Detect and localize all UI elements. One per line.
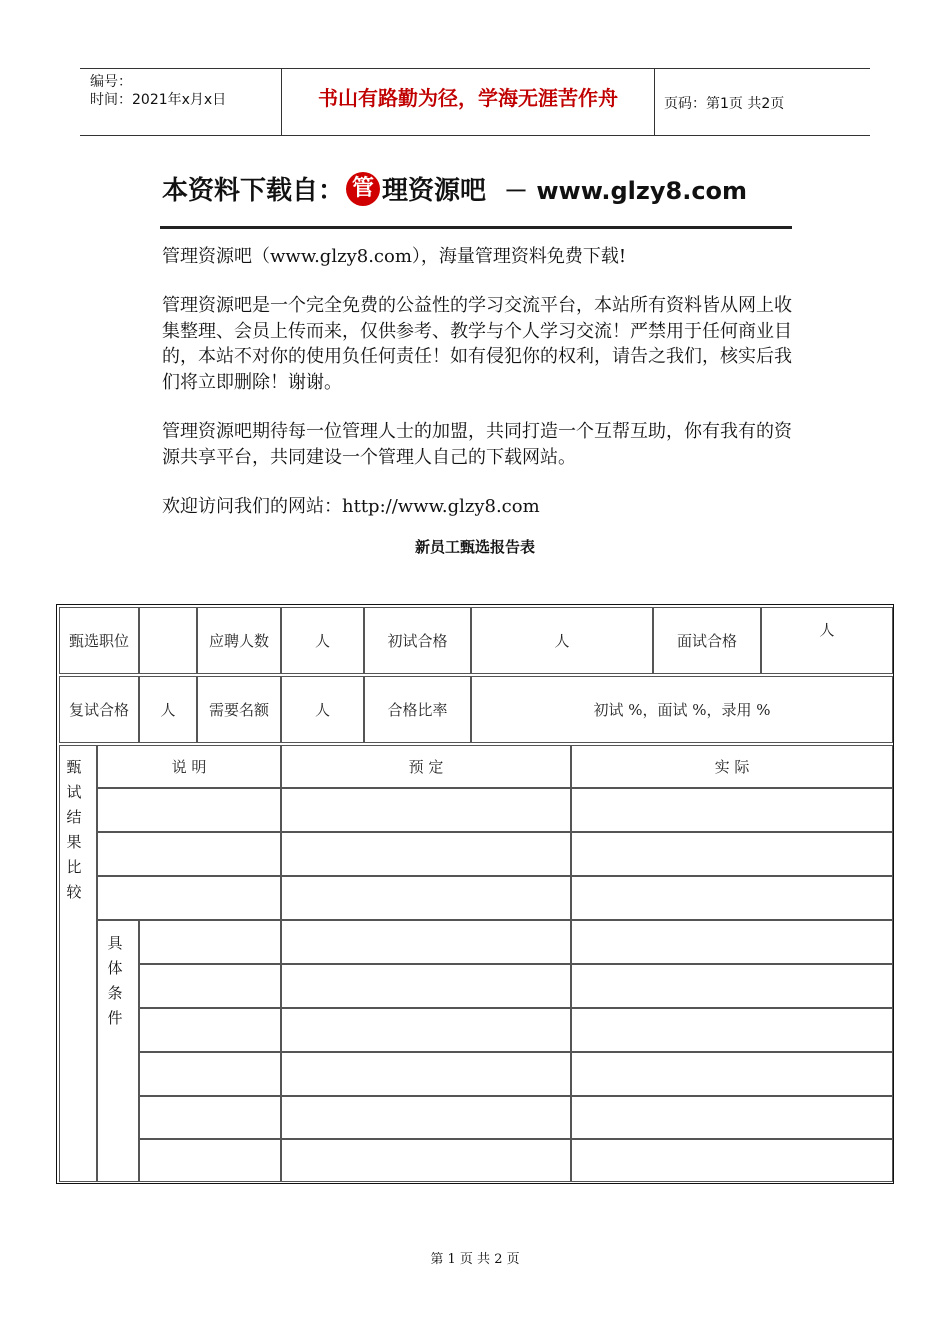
header-divider bbox=[654, 68, 655, 136]
interview-pass-label: 面试合格 bbox=[653, 607, 761, 674]
compare-description-cell[interactable] bbox=[97, 832, 281, 876]
header-motto: 书山有路勤为径，学海无涯苦作舟 bbox=[318, 86, 618, 110]
condition-description-cell[interactable] bbox=[139, 920, 281, 964]
condition-planned-cell[interactable] bbox=[281, 964, 571, 1008]
document-time: 时间：2021年x月x日 bbox=[90, 92, 227, 108]
compare-planned-cell[interactable] bbox=[281, 832, 571, 876]
condition-actual-cell[interactable] bbox=[571, 920, 893, 964]
quota-label: 需要名额 bbox=[197, 676, 281, 743]
compare-description-cell[interactable] bbox=[97, 788, 281, 832]
compare-description-cell[interactable] bbox=[97, 876, 281, 920]
col-header-actual: 实 际 bbox=[571, 745, 893, 788]
compare-planned-cell[interactable] bbox=[281, 788, 571, 832]
compare-actual-cell[interactable] bbox=[571, 876, 893, 920]
condition-actual-cell[interactable] bbox=[571, 964, 893, 1008]
condition-description-cell[interactable] bbox=[139, 1096, 281, 1139]
page-footer: 第 1 页 共 2 页 bbox=[430, 1252, 520, 1267]
compare-planned-cell[interactable] bbox=[281, 876, 571, 920]
specific-conditions-label: 具体条件 bbox=[107, 934, 123, 1027]
retest-value[interactable]: 人 bbox=[139, 676, 197, 743]
site-logo-icon: 管 bbox=[346, 172, 380, 206]
condition-actual-cell[interactable] bbox=[571, 1008, 893, 1052]
first-pass-label: 初试合格 bbox=[364, 607, 471, 674]
applicants-label: 应聘人数 bbox=[197, 607, 281, 674]
intro-paragraph-3: 管理资源吧期待每一位管理人士的加盟，共同打造一个互帮互助，你有我有的资源共享平台，共同建设一个管理人自己的下载网站。 bbox=[162, 421, 792, 468]
first-pass-value[interactable]: 人 bbox=[471, 607, 653, 674]
header-bottom-rule bbox=[80, 135, 870, 136]
condition-planned-cell[interactable] bbox=[281, 1008, 571, 1052]
condition-actual-cell[interactable] bbox=[571, 1096, 893, 1139]
condition-description-cell[interactable] bbox=[139, 1008, 281, 1052]
ratio-label: 合格比率 bbox=[364, 676, 471, 743]
col-header-planned: 预 定 bbox=[281, 745, 571, 788]
banner-prefix: 本资料下载自： bbox=[162, 176, 345, 206]
retest-label: 复试合格 bbox=[59, 676, 139, 743]
condition-planned-cell[interactable] bbox=[281, 1139, 571, 1182]
col-header-description: 说 明 bbox=[97, 745, 281, 788]
banner-site-name: 理资源吧 bbox=[382, 176, 487, 206]
comparison-side-label: 甄试结果比较 bbox=[66, 758, 82, 901]
interview-pass-value[interactable]: 人 bbox=[761, 607, 893, 674]
quota-value[interactable]: 人 bbox=[281, 676, 364, 743]
ratio-value[interactable]: 初试 %，面试 %，录用 % bbox=[471, 676, 893, 743]
banner-url: － www.glzy8.com bbox=[504, 177, 748, 205]
condition-actual-cell[interactable] bbox=[571, 1052, 893, 1096]
page-info: 页码：第1页 共2页 bbox=[664, 96, 785, 112]
intro-paragraph-4: 欢迎访问我们的网站：http://www.glzy8.com bbox=[162, 496, 540, 517]
condition-actual-cell[interactable] bbox=[571, 1139, 893, 1182]
form-title: 新员工甄选报告表 bbox=[414, 538, 535, 556]
banner-rule bbox=[160, 226, 792, 229]
condition-planned-cell[interactable] bbox=[281, 1096, 571, 1139]
document-number: 编号： bbox=[90, 74, 132, 90]
condition-description-cell[interactable] bbox=[139, 1139, 281, 1182]
condition-planned-cell[interactable] bbox=[281, 920, 571, 964]
applicants-value[interactable]: 人 bbox=[281, 607, 364, 674]
condition-description-cell[interactable] bbox=[139, 1052, 281, 1096]
position-value[interactable] bbox=[139, 607, 197, 674]
header-top-rule bbox=[80, 68, 870, 69]
intro-paragraph-1: 管理资源吧（www.glzy8.com），海量管理资料免费下载! bbox=[162, 246, 627, 267]
compare-actual-cell[interactable] bbox=[571, 832, 893, 876]
condition-description-cell[interactable] bbox=[139, 964, 281, 1008]
compare-actual-cell[interactable] bbox=[571, 788, 893, 832]
selection-report-table bbox=[56, 604, 894, 1184]
intro-paragraph-2: 管理资源吧是一个完全免费的公益性的学习交流平台，本站所有资料皆从网上收集整理、会员上传而来，仅供参考、教学与个人学习交流！严禁用于任何商业目的，本站不对你的使用负任何责任！如有侵犯你的权利，请告之我们，核实后我们将立即删除！谢谢。 bbox=[162, 295, 792, 393]
download-banner bbox=[162, 170, 747, 207]
condition-planned-cell[interactable] bbox=[281, 1052, 571, 1096]
position-label: 甄选职位 bbox=[59, 607, 139, 674]
